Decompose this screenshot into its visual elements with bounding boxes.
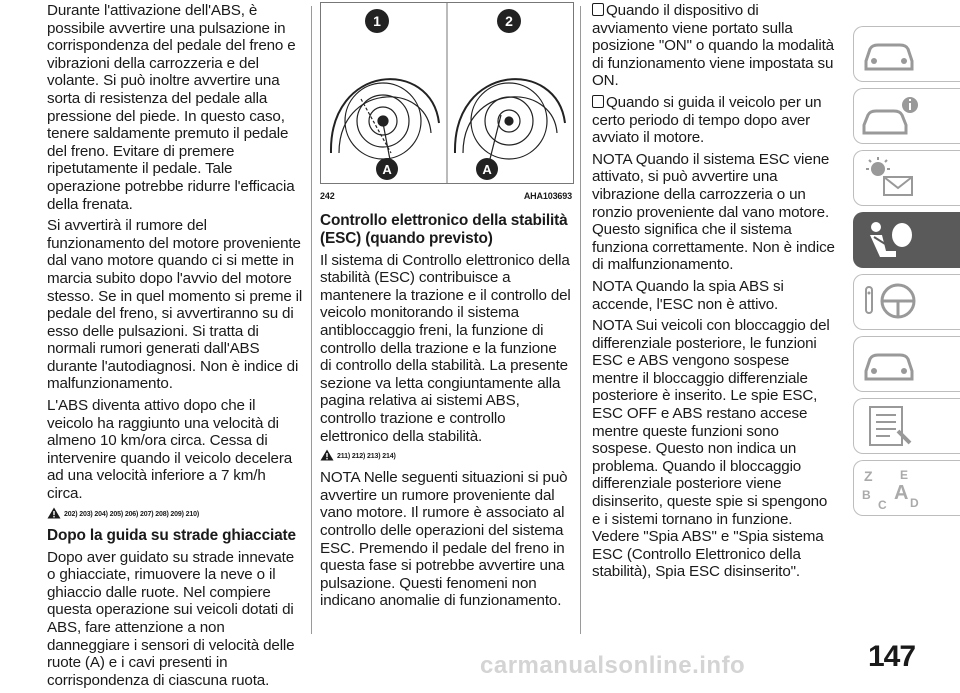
figure-caption [320,188,572,206]
label-a: A [482,162,492,177]
tab-car-front[interactable] [853,26,960,82]
watermark: carmanualsonline.info [480,652,746,679]
column-2 [320,2,572,614]
steering-key-icon [860,279,920,325]
note: NOTA Nelle seguenti situazioni si può avvertire un rumore proveniente dal vano motore. Il rumore è associato al controllo delle operazioni del sistema ESC. Premendo il pedale del freno in questa fase si potrebbe avvertire una pulsazione. Questi fenomeni non indicano anomalie di funzionamento. [320,469,568,610]
warning-refs: 202) 203) 204) 205) 206) 207) 208) 209) 210) [64,510,200,518]
svg-text:C: C [878,498,887,511]
figure-wheel-sensors [320,2,574,184]
svg-text:D: D [910,496,919,510]
column-divider [580,6,581,634]
warning-triangle-icon [47,507,61,519]
wheel-sensor-illustration [321,3,573,183]
paragraph: Durante l'attivazione dell'ABS, è possibile avvertire una pulsazione in corrispondenza del pedale del freno e vibrazioni della carrozzeria e del volante. Si può inoltre avvertire una sorta di resistenza del pedale alla pressione del piede. In questo caso, tenere saldamente premuto il pedale del freno. Evitare di premere ripetutamente il pedale. Tale operazione potrebbe ridurre l'efficacia della frenata. [47,2,296,213]
warning-reference [47,507,303,519]
tab-airbag-seat[interactable] [853,212,960,268]
warning-refs: 211) 212) 213) 214) [337,453,396,461]
tab-steering-key[interactable] [853,274,960,330]
note: NOTA Sui veicoli con bloccaggio del differenziale posteriore, le funzioni ESC e ABS vengono sospese mentre il bloccaggio differenziale posteriore è inserito. Le spie ESC, ESC OFF e ABS restano accese mentre queste funzioni sono sospese. Questo non indica un problema. Quando il bloccaggio differenziale posteriore viene disinserito, queste spie si spengono e i sistemi tornano in funzione. Vedere "Spia ABS" e "Spia sistema ESC (Controllo Elettronico della stabilità), Spia ESC disinserito". [592,317,830,581]
page-number: 147 [868,640,916,673]
warning-lights-icon [860,155,920,201]
tab-car-service[interactable] [853,336,960,392]
callout-1: 1 [373,13,381,29]
note: NOTA Quando il sistema ESC viene attivato, si può avvertire una vibrazione della carrozzeria o un ronzio proveniente dal vano motore. Questo significa che il sistema funziona correttamente. Non è indice di malfunzionamento. [592,150,835,274]
chapter-tabs [853,26,960,522]
column-divider [311,6,312,634]
svg-text:A: A [894,482,909,504]
tab-car-info[interactable] [853,88,960,144]
paragraph: Si avvertirà il rumore del funzionamento del motore proveniente dal vano motore quando ci si mette in marcia subito dopo l'avvio del motore stesso. Se in quel momento si preme il pedale del freno, si avvertiranno su di esso delle pulsazioni. Si tratta di normali rumori generati dall'ABS durante l'autodiagnosi. Non è indice di malfunzionamento. [47,217,303,393]
tab-warning-lights[interactable] [853,150,960,206]
alphabet-index-icon [860,465,920,511]
paragraph: Dopo aver guidato su strade innevate o ghiacciate, rimuovere la neve o il ghiaccio dalle ruote. Nel compiere questa operazione sui veicoli dotati di ABS, fare attenzione a non danneggiare i sensori di velocità delle ruote (A) e i cavi presenti in corrispondenza di ciascuna ruota. [47,548,295,689]
paragraph: L'ABS diventa attivo dopo che il veicolo ha raggiunto una velocità di almeno 10 km/ora circa. Cessa di intervenire quando il veicolo decelera ad una velocità inferiore a 7 km/h circa. [47,397,293,503]
callout-2: 2 [505,13,513,29]
section-heading: Controllo elettronico della stabilità (ESC) (quando previsto) [320,211,568,247]
figure-code: AHA103693 [523,191,572,201]
bullet-item [592,94,838,147]
note: NOTA Quando la spia ABS si accende, l'ESC non è attivo. [592,277,784,313]
column-1 [47,2,303,693]
label-a: A [382,162,392,177]
bullet-text: Quando si guida il veicolo per un certo periodo di tempo dopo aver avviato il motore. [592,93,822,147]
bullet-text: Quando il dispositivo di avviamento viene portato sulla posizione "ON" o quando la modalità di funzionamento viene impostata su ON. [592,2,834,90]
svg-text:B: B [862,488,871,502]
svg-text:Z: Z [864,468,873,484]
airbag-seat-icon [860,217,920,263]
car-service-icon [860,341,920,387]
bullet-box-icon [592,3,604,16]
car-front-icon [860,31,920,77]
section-heading: Dopo la guida su strade ghiacciate [47,526,296,544]
figure-number: 242 [320,191,335,201]
tab-alphabet-index[interactable] [853,460,960,516]
warning-triangle-icon [320,449,334,461]
tab-technical-data[interactable] [853,398,960,454]
column-3 [592,2,838,585]
paragraph: Il sistema di Controllo elettronico della stabilità (ESC) contribuisce a mantenere la trazione e il controllo del veicolo monitorando il sistema antibloccaggio freni, la funzione di controllo della trazione e la funzione di controllo della stabilità. La presente sezione va letta congiuntamente alla pagina relativa ai sistemi ABS, controllo trazione e controllo elettronico della stabilità. [320,251,571,445]
technical-data-icon [860,403,920,449]
bullet-item [592,2,838,90]
car-info-icon [860,93,920,139]
svg-text:E: E [900,468,909,482]
bullet-box-icon [592,95,604,108]
warning-reference [320,449,572,461]
